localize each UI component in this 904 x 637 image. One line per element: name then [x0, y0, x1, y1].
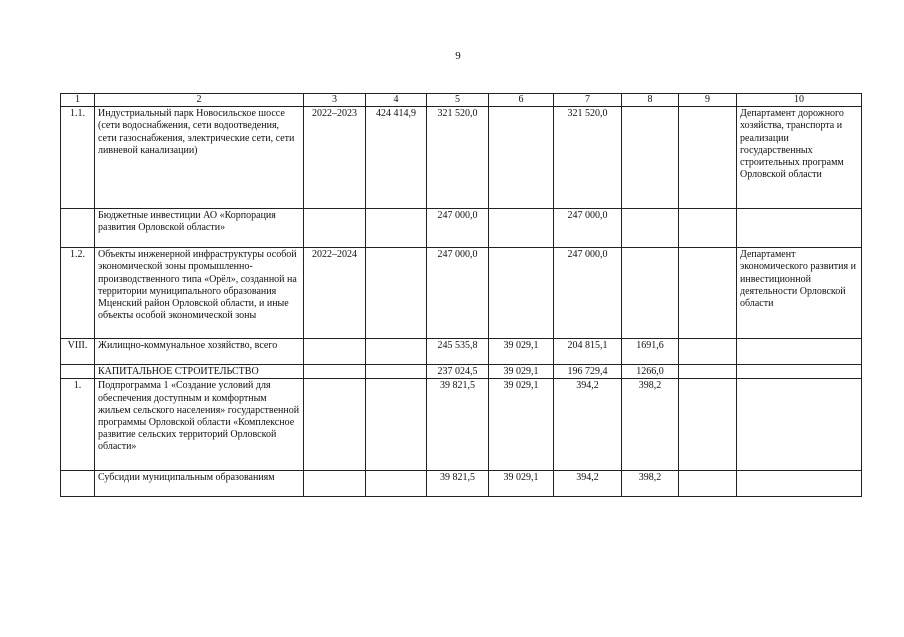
value-cell: 39 029,1: [489, 379, 554, 471]
value-cell: [622, 248, 679, 339]
value-cell: 321 520,0: [427, 107, 489, 209]
table-row: [61, 339, 862, 365]
value-cell: [366, 471, 427, 497]
period-cell: [304, 339, 366, 365]
value-cell: 1691,6: [622, 339, 679, 365]
value-cell: 247 000,0: [427, 209, 489, 248]
column-header: 6: [489, 94, 554, 107]
table-header-row: [61, 94, 862, 107]
table-row: [61, 471, 862, 497]
value-cell: 398,2: [622, 379, 679, 471]
period-cell: [304, 379, 366, 471]
responsible-cell: [737, 379, 862, 471]
row-number-cell: 1.: [61, 379, 95, 471]
value-cell: [679, 365, 737, 379]
item-name-cell: Индустриальный парк Новосильское шоссе (сети водоснабжения, сети водоотведения, сети газоснабжения, электрические сети, сети ливневой канализации): [95, 107, 304, 209]
value-cell: [489, 107, 554, 209]
column-header: 5: [427, 94, 489, 107]
budget-table: [60, 93, 862, 497]
table-row: [61, 365, 862, 379]
period-cell: 2022–2023: [304, 107, 366, 209]
value-cell: 394,2: [554, 471, 622, 497]
item-name-cell: Субсидии муниципальным образованиям: [95, 471, 304, 497]
value-cell: [622, 107, 679, 209]
value-cell: 196 729,4: [554, 365, 622, 379]
value-cell: 394,2: [554, 379, 622, 471]
period-cell: 2022–2024: [304, 248, 366, 339]
row-number-cell: [61, 209, 95, 248]
value-cell: [679, 248, 737, 339]
value-cell: 39 029,1: [489, 365, 554, 379]
value-cell: 39 821,5: [427, 471, 489, 497]
responsible-cell: [737, 209, 862, 248]
value-cell: [366, 339, 427, 365]
column-header: 3: [304, 94, 366, 107]
item-name-cell: Бюджетные инвестиции АО «Корпорация развития Орловской области»: [95, 209, 304, 248]
column-header: 7: [554, 94, 622, 107]
value-cell: [679, 339, 737, 365]
row-number-cell: 1.1.: [61, 107, 95, 209]
column-header: 9: [679, 94, 737, 107]
value-cell: 39 029,1: [489, 471, 554, 497]
value-cell: 321 520,0: [554, 107, 622, 209]
value-cell: [622, 209, 679, 248]
value-cell: 1266,0: [622, 365, 679, 379]
value-cell: 398,2: [622, 471, 679, 497]
column-header: 1: [61, 94, 95, 107]
responsible-cell: [737, 339, 862, 365]
column-header: 10: [737, 94, 862, 107]
value-cell: [679, 379, 737, 471]
value-cell: 204 815,1: [554, 339, 622, 365]
column-header: 4: [366, 94, 427, 107]
value-cell: [366, 379, 427, 471]
value-cell: [489, 248, 554, 339]
value-cell: 247 000,0: [554, 209, 622, 248]
period-cell: [304, 365, 366, 379]
value-cell: [366, 365, 427, 379]
value-cell: [366, 248, 427, 339]
column-header: 8: [622, 94, 679, 107]
value-cell: 39 029,1: [489, 339, 554, 365]
responsible-cell: [737, 471, 862, 497]
value-cell: [679, 471, 737, 497]
table-row: [61, 248, 862, 339]
period-cell: [304, 209, 366, 248]
value-cell: 247 000,0: [427, 248, 489, 339]
responsible-cell: [737, 365, 862, 379]
responsible-cell: Департамент дорожного хозяйства, транспорта и реализации государственных строительных программ Орловской области: [737, 107, 862, 209]
value-cell: 247 000,0: [554, 248, 622, 339]
table-row: [61, 107, 862, 209]
value-cell: [366, 209, 427, 248]
section-title-cell: КАПИТАЛЬНОЕ СТРОИТЕЛЬСТВО: [95, 365, 304, 379]
item-name-cell: Объекты инженерной инфраструктуры особой экономической зоны промышленно-производственного типа «Орёл», созданной на территории муниципального образования Мценский район Орловской области, и иные объекты особой экономической зоны: [95, 248, 304, 339]
value-cell: 39 821,5: [427, 379, 489, 471]
page-number: 9: [455, 50, 461, 62]
row-number-cell: [61, 365, 95, 379]
value-cell: 245 535,8: [427, 339, 489, 365]
item-name-cell: Подпрограмма 1 «Создание условий для обеспечения доступным и комфортным жильем сельского населения» государственной программы Орловской области «Комплексное развитие сельских территорий Орловской области»: [95, 379, 304, 471]
value-cell: [679, 209, 737, 248]
row-number-cell: VIII.: [61, 339, 95, 365]
column-header: 2: [95, 94, 304, 107]
value-cell: [489, 209, 554, 248]
table-row: [61, 379, 862, 471]
value-cell: 424 414,9: [366, 107, 427, 209]
row-number-cell: [61, 471, 95, 497]
value-cell: [679, 107, 737, 209]
row-number-cell: 1.2.: [61, 248, 95, 339]
responsible-cell: Департамент экономического развития и инвестиционной деятельности Орловской области: [737, 248, 862, 339]
table-row: [61, 209, 862, 248]
value-cell: 237 024,5: [427, 365, 489, 379]
item-name-cell: Жилищно-коммунальное хозяйство, всего: [95, 339, 304, 365]
period-cell: [304, 471, 366, 497]
